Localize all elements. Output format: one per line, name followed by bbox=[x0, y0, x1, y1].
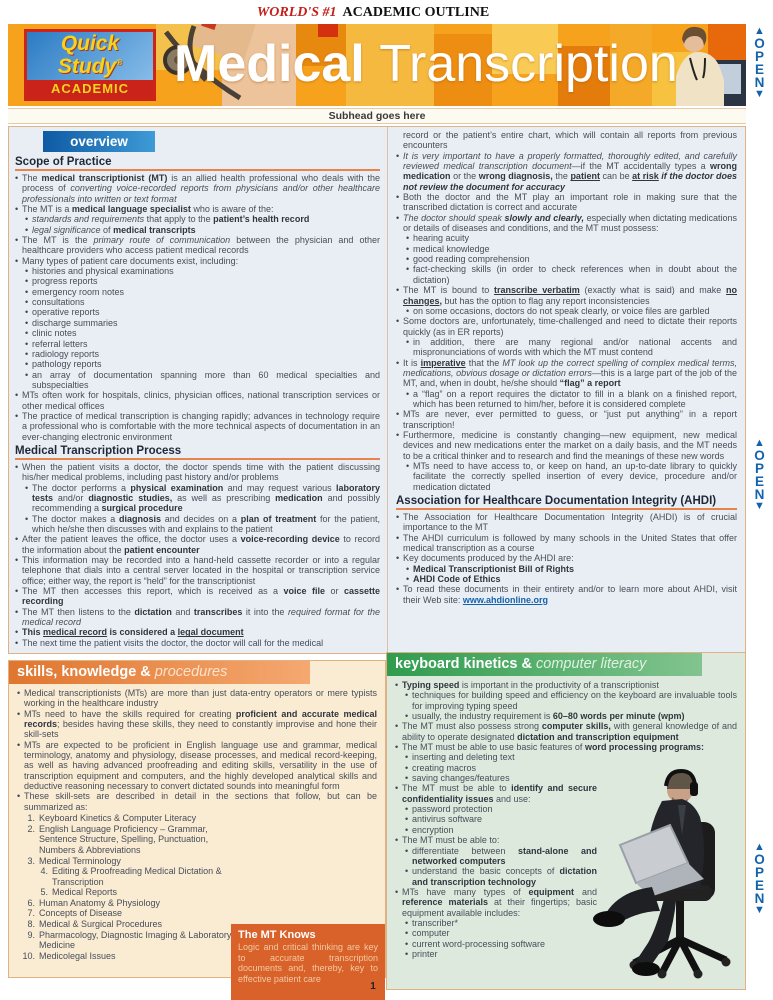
numbered-skill-item: 7. Concepts of Disease bbox=[27, 908, 123, 919]
bullet-item: • To read these documents in their entirety and/or to learn more about AHDI, visit their Web site: www.ahdionline.org bbox=[396, 584, 737, 605]
bullet-item: • Some doctors are, unfortunately, time-challenged and need to dictate their reports quickly (as in ER reports) bbox=[396, 316, 737, 337]
numbered-skill-item: 9. Pharmacology, Diagnostic Imaging & Laboratory Medicine bbox=[27, 929, 232, 951]
subhead-bar: Subhead goes here bbox=[8, 108, 746, 124]
bullet-item: • progress reports bbox=[25, 276, 98, 287]
bullet-item: • consultations bbox=[25, 297, 85, 308]
bullet-item: • saving changes/features bbox=[405, 773, 510, 784]
masthead-worlds-no1: WORLD'S #1 bbox=[256, 5, 337, 20]
open-tab-middle bbox=[749, 438, 770, 512]
bullet-item: • radiology reports bbox=[25, 348, 100, 359]
bullet-item: • The MT must be able to: bbox=[395, 835, 500, 846]
keyboard-body bbox=[387, 676, 745, 986]
bullet-item: • hearing acuity bbox=[406, 233, 470, 244]
bullet-item: • standards and requirements that apply to the patient’s health record bbox=[25, 214, 310, 225]
bullet-item: • The MT is the primary route of communication between the physician and other healthcare providers who access patient medical records bbox=[15, 235, 380, 256]
bullet-item: • The doctor should speak slowly and clearly, especially when dictating medications or details of diseases and conditions, and the MT must possess: bbox=[396, 212, 738, 234]
skills-header-bold: skills, knowledge & bbox=[17, 664, 155, 680]
skills-list bbox=[17, 688, 377, 812]
logo-registered-mark: ® bbox=[116, 58, 123, 67]
keyboard-list-beside-photo bbox=[395, 783, 597, 959]
bullet-item: • discharge summaries bbox=[25, 317, 118, 328]
bullet-item: • Key documents produced by the AHDI are: bbox=[396, 553, 574, 564]
bullet-item: • Many types of patient care documents exist, including: bbox=[15, 255, 239, 266]
triangle-up-icon: ▲ bbox=[754, 25, 765, 37]
bullet-item: • Furthermore, medicine is constantly changing—new equipment, new medical devices and new medications enter the market on a daily basis, and the MT needs to be a critical thinker and to research and find the meanings of these new words bbox=[396, 429, 737, 461]
bullet-item: • creating macros bbox=[405, 762, 477, 773]
numbered-skill-item: 2. English Language Proficiency – Grammar, Sentence Structure, Spelling, Punctuation, Numbers & Abbreviations bbox=[27, 823, 209, 855]
bullet-item: • MTs have many types of equipment and reference materials at their fingertips; basic equipment available includes: bbox=[395, 886, 597, 918]
bullet-item: • MTs need to have access to, or keep on hand, an up-to-date library to quickly facilitate the correctly spelled insertion of every device, procedure and/or medication dictated bbox=[406, 461, 737, 492]
ahdi-website-link[interactable]: www.ahdionline.org bbox=[462, 594, 549, 605]
bullet-item: • clinic notes bbox=[25, 328, 77, 339]
bullet-item: • The MT must also possess strong computer skills, with general knowledge of and ability to operate designated dictation and transcription equipment bbox=[395, 721, 738, 742]
logo-quick: Quick bbox=[60, 32, 120, 55]
bullet-item: • MTs need to have the skills required for creating proficient and accurate medical records; besides having these skills, they need to constantly improvise and hone their skill-sets bbox=[17, 708, 377, 740]
triangle-down-icon: ▼ bbox=[754, 500, 765, 512]
bullet-item: • The AHDI curriculum is followed by many schools in the United States that offer medical transcription as a course bbox=[396, 532, 737, 554]
mt-worker-photo bbox=[592, 767, 744, 986]
bullet-item: • The MT must be able to use basic features of word processing programs: bbox=[395, 742, 704, 753]
numbered-skill-item: 3. Medical Terminology bbox=[27, 855, 121, 866]
bullet-item: • The doctor performs a physical examination and may request various laboratory tests and/or diagnostic studies, as well as prescribing medication and possibly recommending a surgical procedure bbox=[25, 482, 380, 514]
skills-panel bbox=[8, 660, 386, 984]
bullet-item: • Medical Transcriptionist Bill of Rights bbox=[406, 563, 575, 574]
page-title bbox=[174, 36, 678, 92]
bullet-item: • pathology reports bbox=[25, 359, 102, 370]
scope-of-practice-heading: Scope of Practice bbox=[15, 155, 380, 171]
skills-header-italic: procedures bbox=[154, 664, 228, 680]
bullet-item: • Both the doctor and the MT play an important role in making sure that the transcribed dictation is correct and accurate bbox=[396, 192, 737, 213]
bullet-item: • on some occasions, doctors do not speak clearly, or voice files are garbled bbox=[406, 305, 710, 316]
bullet-item: • When the patient visits a doctor, the doctor spends time with the patient discussing his/her medical problems, including past history and/or problems bbox=[15, 461, 380, 483]
numbered-skill-item: 8. Medical & Surgical Procedures bbox=[27, 919, 163, 930]
keyboard-header-italic: computer literacy bbox=[536, 656, 647, 672]
numbered-skill-item: 6. Human Anatomy & Physiology bbox=[27, 897, 161, 908]
bullet-item: • antivirus software bbox=[405, 814, 483, 825]
bullet-item: • in addition, there are many regional and/or national accents and mispronunciations of words with which the MT must contend bbox=[406, 336, 737, 358]
masthead-academic-outline: ACADEMIC OUTLINE bbox=[342, 5, 490, 20]
bullet-item: • inserting and deleting text bbox=[405, 752, 515, 763]
bullet-item: • MTs are expected to be proficient in English language use and grammar, medical terminology, anatomy and physiology, disease processes, and medical record-keeping, as well as having advanced proofreading and editing skills, versatility in the use of transcription equipment and computers, and the highly developed analytical skills and deductive reasoning necessary to convert dictated sounds into meaningful form bbox=[17, 739, 377, 792]
bullet-item: • This medical record is considered a legal document bbox=[15, 627, 244, 638]
ahdi-heading: Association for Healthcare Documentation Integrity (AHDI) bbox=[396, 494, 737, 510]
bullet-item: • good reading comprehension bbox=[406, 254, 530, 265]
triangle-down-icon: ▼ bbox=[754, 88, 765, 100]
bullet-item: • current word-processing software bbox=[405, 938, 546, 949]
logo-study: Study bbox=[57, 55, 117, 78]
overview-right-column bbox=[387, 127, 745, 653]
numbered-skill-item: 1. Keyboard Kinetics & Computer Literacy bbox=[27, 813, 197, 824]
open-tab-label: OPEN bbox=[754, 448, 765, 502]
bullet-item: • medical knowledge bbox=[406, 243, 490, 254]
bullet-item: • MTs often work for hospitals, clinics, physician offices, national transcription services or other medical offices bbox=[15, 390, 380, 411]
scope-of-practice-list bbox=[15, 173, 380, 442]
numbered-skill-item: 10. Medicolegal Issues bbox=[22, 950, 116, 961]
mt-knows-body: Logic and critical thinking are key to accurate transcription documents and, thereby, key to effective patient care bbox=[238, 942, 378, 984]
bullet-item: • an array of documentation spanning more than 60 medical specialties and subspecialties bbox=[25, 369, 380, 390]
logo-academic-label: ACADEMIC bbox=[27, 80, 153, 98]
title-transcription: Transcription bbox=[379, 35, 678, 93]
bullet-item: • This information may be recorded into a hand-held cassette recorder or into a regular telephone that dials into a central server located in the hospital or transcription service office; either way, the report is “held” for the transcriptionist bbox=[15, 555, 380, 586]
bullet-item: • emergency room notes bbox=[25, 286, 125, 297]
keyboard-header-bold: keyboard kinetics & bbox=[395, 656, 537, 672]
bullet-item: • usually, the industry requirement is 60–80 words per minute (wpm) bbox=[405, 711, 685, 722]
bullet-item: • These skill-sets are described in detail in the sections that follow, but can be summarized as: bbox=[17, 791, 377, 812]
bullet-item: • The next time the patient visits the doctor, the doctor will call for the medical bbox=[15, 637, 324, 648]
keyboard-panel bbox=[386, 652, 746, 990]
bullet-item: • transcriber* bbox=[405, 917, 459, 928]
bullet-item: • encryption bbox=[405, 824, 454, 835]
bullet-item: • After the patient leaves the office, the doctor uses a voice-recording device to record the information about the patient encounter bbox=[15, 534, 380, 555]
bullet-item: • differentiate between stand-alone and networked computers bbox=[405, 845, 597, 866]
bullet-item: • MTs are never, ever permitted to guess, or “just put anything” in a report transcription! bbox=[396, 409, 737, 430]
bullet-item: • a “flag” on a report requires the dictator to fill in a blank on a finished report, which has been returned to him/her, before it is considered complete bbox=[406, 388, 737, 409]
bullet-item: • The practice of medical transcription is changing rapidly; advances in technology require a professional who is comfortable with the more technical aspects of documentation in an ever-changing electronic environment bbox=[15, 410, 380, 442]
bullet-item: • Medical transcriptionists (MTs) are more than just data-entry operators or mere typists working in the healthcare industry bbox=[17, 688, 377, 709]
banner bbox=[8, 24, 746, 106]
bullet-item: • techniques for building speed and efficiency on the keyboard are invaluable tools for improving typing speed bbox=[405, 690, 737, 711]
bullet-item: • The MT then listens to the dictation and transcribes it into the required format for the medical record bbox=[15, 606, 380, 628]
open-tab-bottom bbox=[749, 842, 770, 916]
bullet-item: • referral letters bbox=[25, 338, 88, 349]
bullet-item: • computer bbox=[405, 928, 450, 939]
bullet-item: • AHDI Code of Ethics bbox=[406, 574, 501, 585]
triangle-up-icon: ▲ bbox=[754, 841, 765, 853]
page-number: 1 bbox=[370, 981, 376, 992]
bullet-item: • The doctor makes a diagnosis and decides on a plan of treatment for the patient, which he/she then discusses with and explains to the patient bbox=[25, 513, 380, 534]
bullet-item: • Typing speed is important in the productivity of a transcriptionist bbox=[395, 680, 659, 690]
bullet-item: • The MT is a medical language specialist who is aware of the: bbox=[15, 204, 274, 215]
open-tab-top bbox=[749, 26, 770, 100]
numbered-skill-item: 5. Medical Reports bbox=[40, 887, 118, 898]
skill-sets-numbered-list bbox=[17, 813, 245, 961]
bullet-item: • understand the basic concepts of dictation and transcription technology bbox=[405, 866, 597, 887]
mt-knows-title: The MT Knows bbox=[238, 929, 316, 941]
skills-body bbox=[9, 684, 385, 984]
open-tab-label: OPEN bbox=[754, 36, 765, 90]
mt-process-list bbox=[15, 462, 380, 648]
overview-section-tab: overview bbox=[43, 131, 155, 152]
triangle-up-icon: ▲ bbox=[754, 437, 765, 449]
bullet-item: • It is very important to have a properly formatted, thoroughly edited, and carefully reviewed medical transcription document—if the MT accidentally types a wrong medication or the wrong diagnosis, the patient can be at risk if the doctor does not review the document for accuracy bbox=[396, 150, 738, 192]
quickstudy-logo bbox=[24, 29, 156, 101]
bullet-item: • password protection bbox=[405, 804, 493, 815]
overview-panel bbox=[8, 126, 746, 654]
mt-process-heading: Medical Transcription Process bbox=[15, 444, 380, 460]
masthead bbox=[0, 5, 746, 21]
bullet-item: • legal significance of medical transcripts bbox=[25, 224, 196, 235]
overview-left-column bbox=[9, 127, 387, 653]
bullet-item: • printer bbox=[405, 948, 438, 959]
ahdi-list bbox=[396, 512, 737, 605]
numbered-skill-item: 4. Editing & Proofreading Medical Dictation & Transcription bbox=[40, 866, 222, 887]
bullet-item: • histories and physical examinations bbox=[25, 266, 174, 277]
bullet-item: • The MT then accesses this report, which is received as a voice file or cassette recording bbox=[15, 586, 380, 607]
mt-process-continued-list bbox=[396, 130, 737, 492]
bullet-item: • The Association for Healthcare Documentation Integrity (AHDI) is of crucial importance to the MT bbox=[396, 512, 737, 533]
bullet-item: • fact-checking skills (in order to check references when in doubt about the dictation) bbox=[406, 264, 737, 285]
bullet-item: record or the patient’s entire chart, which will contain all reports from previous encounters bbox=[403, 130, 737, 151]
bullet-item: • operative reports bbox=[25, 307, 100, 318]
open-tab-label: OPEN bbox=[754, 852, 765, 906]
bullet-item: • It is imperative that the MT look up the correct spelling of complex medical terms, medications, obvious dosage or dictation errors—this is a large part of the job of the MT, and, when in doubt, he/she should “flag” a report bbox=[396, 357, 737, 389]
bullet-item: • The medical transcriptionist (MT) is an allied health professional who deals with the process of converting voice-recorded reports from physicians and/or other healthcare professionals into written or text format bbox=[15, 173, 380, 204]
skills-section-header bbox=[9, 661, 310, 684]
keyboard-section-header bbox=[387, 653, 702, 676]
triangle-down-icon: ▼ bbox=[754, 904, 765, 916]
bullet-item: • The MT is bound to transcribe verbatim (exactly what is said) and make no changes, but has the option to flag any report inconsistencies bbox=[396, 285, 738, 306]
bullet-item: • The MT must be able to identify and secure confidentiality issues and use: bbox=[395, 783, 597, 804]
title-medical: Medical bbox=[174, 35, 380, 93]
